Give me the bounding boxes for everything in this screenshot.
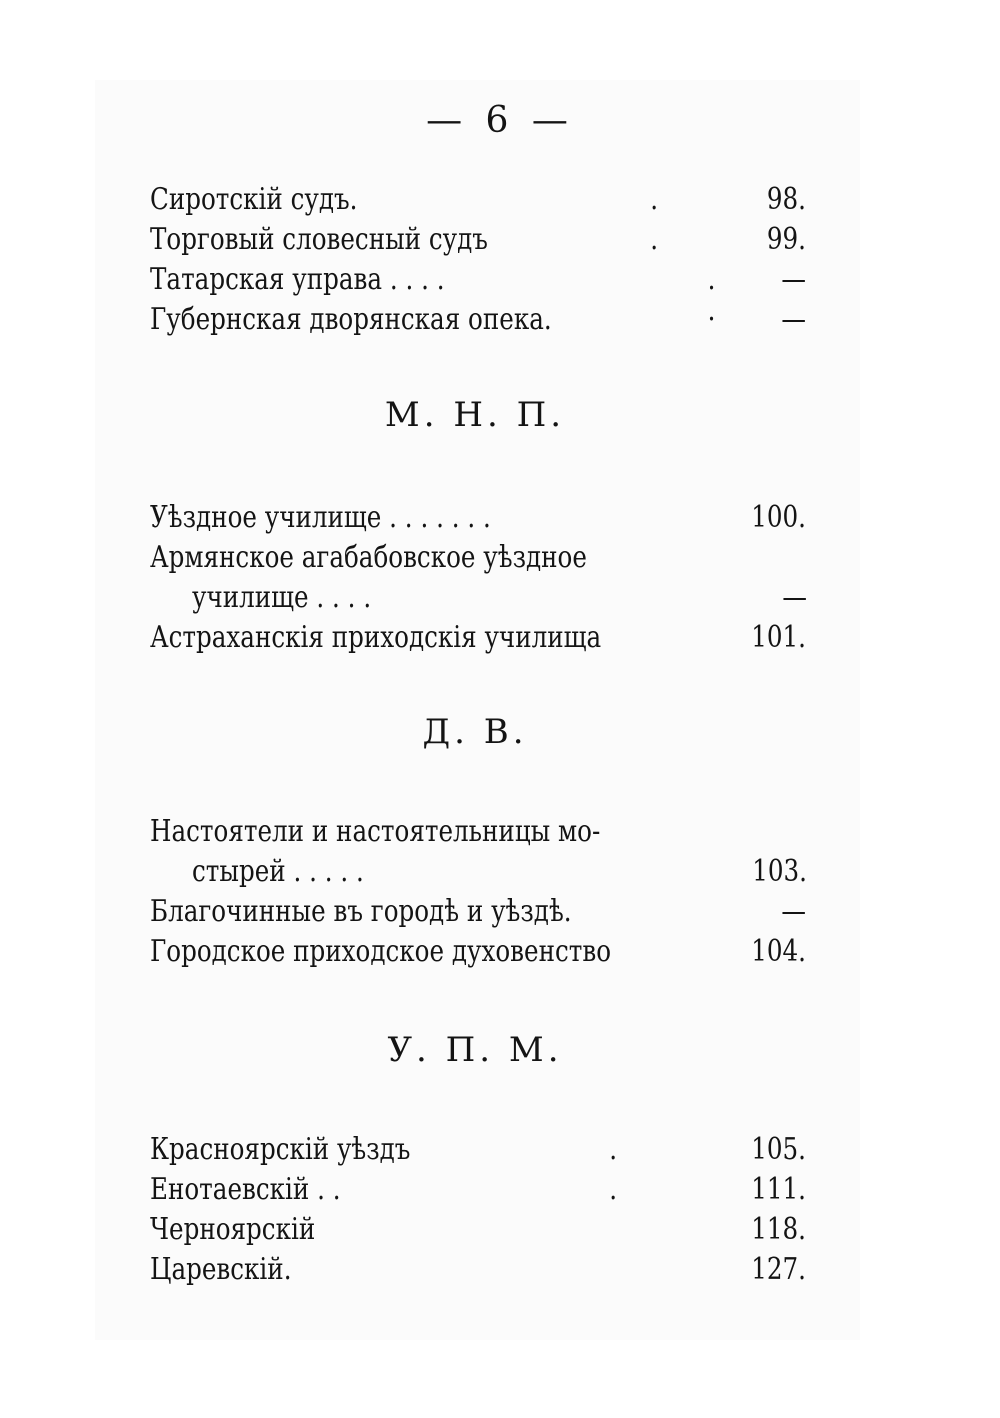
entry-page: —	[781, 302, 806, 337]
entry-page: 104.	[751, 934, 806, 969]
entry-label: Городское приходское духовенство	[150, 934, 612, 969]
toc-entry	[150, 180, 806, 220]
toc-entry	[150, 1130, 806, 1170]
entry-label: Сиротскій судъ.	[150, 182, 358, 217]
toc-entry	[150, 618, 806, 658]
entry-page: 98.	[766, 182, 806, 217]
toc-entry	[150, 1250, 806, 1290]
entry-leader: .	[650, 222, 659, 257]
entry-label: Енотаевскій . .	[150, 1172, 341, 1207]
toc-entry	[150, 538, 691, 578]
entry-label: училище . . . .	[192, 580, 372, 615]
entry-leader: .	[609, 1172, 618, 1207]
section-heading: У. П. М.	[387, 1030, 563, 1070]
entry-label: Уѣздное училище . . . . . . .	[150, 500, 491, 535]
entry-leader: ·	[707, 302, 716, 337]
entry-page: —	[781, 894, 806, 929]
toc-entry	[150, 812, 691, 852]
entry-label: стырей . . . . .	[192, 854, 364, 889]
entry-page: 118.	[751, 1212, 806, 1247]
entry-page: 99.	[766, 222, 806, 257]
entry-label: Армянское агабабовское уѣздное	[150, 540, 587, 575]
toc-entry	[150, 300, 806, 340]
entry-page: 103.	[752, 854, 807, 889]
entry-page: —	[781, 262, 806, 297]
entry-label: Татарская управа . . . .	[150, 262, 445, 297]
section-heading: Д. В.	[422, 712, 528, 752]
entry-page: 105.	[751, 1132, 806, 1167]
entry-leader: .	[609, 1132, 618, 1167]
entry-label: Красноярскій уѣздъ	[150, 1132, 411, 1167]
section-heading: М. Н. П.	[384, 395, 566, 435]
entry-label: Черноярскій	[150, 1212, 316, 1247]
entry-page: 100.	[751, 500, 806, 535]
entry-leader: .	[650, 182, 659, 217]
toc-entry	[150, 932, 806, 972]
entry-leader: .	[707, 262, 716, 297]
entry-page: 101.	[751, 620, 806, 655]
entry-label: Астраханскія приходскія училища	[150, 620, 602, 655]
page-number: — 6 —	[426, 100, 574, 141]
toc-entry	[150, 1170, 806, 1210]
entry-page: 127.	[751, 1252, 806, 1287]
toc-entry	[150, 498, 806, 538]
toc-entry	[150, 1210, 806, 1250]
entry-page: 111.	[751, 1172, 806, 1207]
entry-label: Царевскій.	[150, 1252, 292, 1287]
entry-label: Благочинные въ городѣ и уѣздѣ.	[150, 894, 572, 929]
toc-entry	[192, 852, 807, 892]
toc-entry	[150, 220, 806, 260]
entry-label: Губернская дворянская опека.	[150, 302, 552, 337]
toc-entry	[150, 260, 806, 300]
toc-entry	[192, 578, 807, 618]
entry-page: —	[782, 580, 807, 615]
entry-label: Торговый словесный судъ	[150, 222, 488, 257]
entry-label: Настоятели и настоятельницы мо-	[150, 814, 601, 849]
toc-entry	[150, 892, 806, 932]
